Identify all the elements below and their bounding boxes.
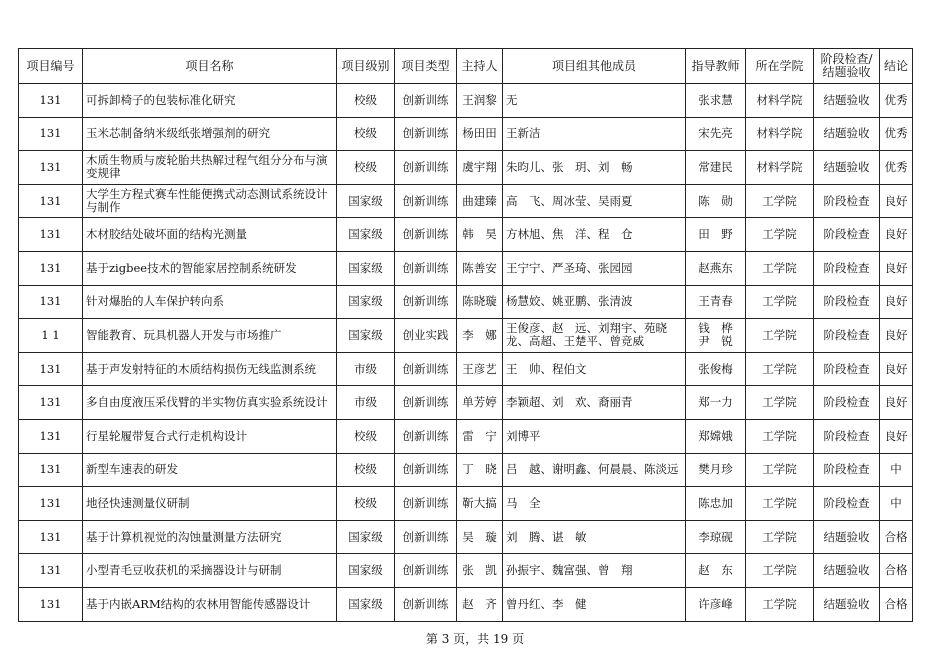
cell-college: 材料学院: [746, 151, 814, 185]
cell-project-name: 基于计算机视觉的沟蚀量测量方法研究: [83, 520, 337, 554]
cell-level: 校级: [337, 419, 395, 453]
col-project-name: 项目名称: [83, 49, 337, 84]
cell-host: 虞宇翔: [457, 151, 503, 185]
cell-college: 工学院: [746, 352, 814, 386]
cell-stage: 阶段检查: [814, 419, 880, 453]
cell-project-id: 131: [19, 218, 83, 252]
cell-project-name: 针对爆胎的人车保护转向系: [83, 285, 337, 319]
cell-host: 张 凯: [457, 554, 503, 588]
table-row: [19, 184, 913, 218]
cell-members: 朱昀儿、张 玥、刘 畅: [503, 151, 686, 185]
table-row: [19, 386, 913, 420]
cell-level: 校级: [337, 487, 395, 521]
cell-level: 市级: [337, 352, 395, 386]
col-type: 项目类型: [395, 49, 457, 84]
cell-result: 良好: [880, 251, 913, 285]
cell-type: 创新训练: [395, 285, 457, 319]
cell-result: 良好: [880, 285, 913, 319]
cell-project-name: 木质生物质与废轮胎共热解过程气组分分布与演变规律: [83, 151, 337, 185]
cell-result: 良好: [880, 419, 913, 453]
cell-result: 合格: [880, 520, 913, 554]
cell-stage: 结题验收: [814, 151, 880, 185]
col-level: 项目级别: [337, 49, 395, 84]
cell-stage: 结题验收: [814, 117, 880, 151]
cell-project-id: 131: [19, 554, 83, 588]
cell-project-id: 131: [19, 251, 83, 285]
cell-members: 高 飞、周冰莹、吴雨夏: [503, 184, 686, 218]
cell-type: 创新训练: [395, 419, 457, 453]
cell-college: 材料学院: [746, 117, 814, 151]
cell-type: 创新训练: [395, 84, 457, 118]
cell-members: 王新洁: [503, 117, 686, 151]
cell-type: 创新训练: [395, 520, 457, 554]
cell-project-name: 小型青毛豆收获机的采摘器设计与研制: [83, 554, 337, 588]
cell-type: 创新训练: [395, 151, 457, 185]
cell-level: 校级: [337, 151, 395, 185]
cell-college: 工学院: [746, 554, 814, 588]
cell-members: 无: [503, 84, 686, 118]
table-row: [19, 285, 913, 319]
cell-stage: 阶段检查: [814, 487, 880, 521]
cell-stage: 结题验收: [814, 84, 880, 118]
cell-host: 单芳婷: [457, 386, 503, 420]
cell-result: 良好: [880, 184, 913, 218]
cell-college: 工学院: [746, 285, 814, 319]
cell-stage: 阶段检查: [814, 184, 880, 218]
cell-host: 丁 晓: [457, 453, 503, 487]
cell-result: 优秀: [880, 84, 913, 118]
cell-college: 工学院: [746, 587, 814, 621]
cell-host: 王润黎: [457, 84, 503, 118]
cell-advisor: 钱 桦 尹 锐: [686, 319, 746, 353]
cell-stage: 结题验收: [814, 587, 880, 621]
cell-college: 工学院: [746, 520, 814, 554]
cell-host: 王彦艺: [457, 352, 503, 386]
cell-college: 工学院: [746, 386, 814, 420]
cell-project-id: 131: [19, 520, 83, 554]
table-row: [19, 487, 913, 521]
cell-host: 杨田田: [457, 117, 503, 151]
cell-advisor: 宋先亮: [686, 117, 746, 151]
table-row: [19, 587, 913, 621]
cell-type: 创新训练: [395, 117, 457, 151]
cell-host: 赵 齐: [457, 587, 503, 621]
cell-college: 工学院: [746, 251, 814, 285]
cell-advisor: 樊月珍: [686, 453, 746, 487]
cell-stage: 结题验收: [814, 520, 880, 554]
cell-stage: 阶段检查: [814, 453, 880, 487]
cell-stage: 阶段检查: [814, 386, 880, 420]
table-row: [19, 453, 913, 487]
cell-advisor: 陈忠加: [686, 487, 746, 521]
cell-project-id: 131: [19, 151, 83, 185]
cell-project-id: 131: [19, 587, 83, 621]
cell-result: 优秀: [880, 117, 913, 151]
cell-project-name: 木材胶结处破坏面的结构光测量: [83, 218, 337, 252]
page-footer: 第 3 页，共 19 页: [425, 632, 525, 646]
cell-stage: 阶段检查: [814, 352, 880, 386]
cell-host: 靳大搞: [457, 487, 503, 521]
cell-project-id: 131: [19, 84, 83, 118]
cell-level: 国家级: [337, 285, 395, 319]
cell-project-name: 玉米芯制备纳米级纸张增强剂的研究: [83, 117, 337, 151]
col-result: 结论: [880, 49, 913, 84]
cell-stage: 阶段检查: [814, 285, 880, 319]
cell-members: 马 全: [503, 487, 686, 521]
cell-type: 创新训练: [395, 453, 457, 487]
cell-type: 创新训练: [395, 352, 457, 386]
cell-stage: 阶段检查: [814, 319, 880, 353]
cell-result: 合格: [880, 587, 913, 621]
cell-result: 中: [880, 453, 913, 487]
cell-result: 优秀: [880, 151, 913, 185]
cell-project-id: 131: [19, 352, 83, 386]
cell-advisor: 张俊梅: [686, 352, 746, 386]
cell-level: 国家级: [337, 587, 395, 621]
cell-members: 吕 越、谢明鑫、何晨晨、陈淡远: [503, 453, 686, 487]
table-row: [19, 117, 913, 151]
cell-level: 市级: [337, 386, 395, 420]
cell-advisor: 赵燕东: [686, 251, 746, 285]
cell-advisor: 许彦峰: [686, 587, 746, 621]
cell-members: 刘博平: [503, 419, 686, 453]
cell-college: 工学院: [746, 218, 814, 252]
cell-project-name: 可拆卸椅子的包装标准化研究: [83, 84, 337, 118]
cell-result: 良好: [880, 386, 913, 420]
cell-level: 国家级: [337, 520, 395, 554]
cell-project-name: 大学生方程式赛车性能便携式动态测试系统设计与制作: [83, 184, 337, 218]
col-stage: 阶段检查/结题验收: [814, 49, 880, 84]
cell-project-name: 智能教育、玩具机器人开发与市场推广: [83, 319, 337, 353]
col-host: 主持人: [457, 49, 503, 84]
cell-advisor: 陈 勋: [686, 184, 746, 218]
table-row: [19, 251, 913, 285]
cell-host: 吴 璇: [457, 520, 503, 554]
cell-project-name: 行星轮履带复合式行走机构设计: [83, 419, 337, 453]
cell-advisor: 李琼砚: [686, 520, 746, 554]
table-row: [19, 352, 913, 386]
cell-project-id: 131: [19, 386, 83, 420]
cell-project-id: 1 1: [19, 319, 83, 353]
cell-members: 曾丹红、李 健: [503, 587, 686, 621]
cell-project-name: 地径快速测量仪研制: [83, 487, 337, 521]
cell-college: 工学院: [746, 319, 814, 353]
cell-type: 创新训练: [395, 587, 457, 621]
cell-project-id: 131: [19, 184, 83, 218]
cell-stage: 阶段检查: [814, 251, 880, 285]
cell-college: 工学院: [746, 184, 814, 218]
table-row: [19, 319, 913, 353]
cell-project-id: 131: [19, 453, 83, 487]
cell-project-name: 多自由度液压采伐臂的半实物仿真实验系统设计: [83, 386, 337, 420]
table-row: [19, 84, 913, 118]
cell-project-id: 131: [19, 285, 83, 319]
cell-advisor: 张求慧: [686, 84, 746, 118]
cell-members: 杨慧姣、姚亚鹏、张清波: [503, 285, 686, 319]
col-advisor: 指导教师: [686, 49, 746, 84]
cell-result: 中: [880, 487, 913, 521]
cell-project-name: 基于内嵌ARM结构的农林用智能传感器设计: [83, 587, 337, 621]
cell-type: 创新训练: [395, 554, 457, 588]
cell-advisor: 田 野: [686, 218, 746, 252]
cell-college: 材料学院: [746, 84, 814, 118]
cell-type: 创业实践: [395, 319, 457, 353]
col-project-id: 项目编号: [19, 49, 83, 84]
cell-members: 孙振宇、魏富强、曾 翔: [503, 554, 686, 588]
cell-project-name: 基于声发射特征的木质结构损伤无线监测系统: [83, 352, 337, 386]
cell-result: 良好: [880, 218, 913, 252]
cell-result: 良好: [880, 319, 913, 353]
cell-host: 韩 昊: [457, 218, 503, 252]
header-row: [19, 49, 913, 84]
cell-college: 工学院: [746, 419, 814, 453]
cell-advisor: 赵 东: [686, 554, 746, 588]
cell-host: 曲建臻: [457, 184, 503, 218]
cell-level: 校级: [337, 117, 395, 151]
cell-result: 合格: [880, 554, 913, 588]
cell-members: 李颖超、刘 欢、裔丽青: [503, 386, 686, 420]
cell-level: 国家级: [337, 184, 395, 218]
project-table: [18, 48, 913, 622]
cell-host: 陈晓璇: [457, 285, 503, 319]
cell-advisor: 王青春: [686, 285, 746, 319]
table-row: [19, 419, 913, 453]
cell-level: 国家级: [337, 218, 395, 252]
cell-stage: 阶段检查: [814, 218, 880, 252]
cell-host: 李 娜: [457, 319, 503, 353]
cell-level: 国家级: [337, 251, 395, 285]
table-row: [19, 151, 913, 185]
cell-host: 陈善安: [457, 251, 503, 285]
cell-college: 工学院: [746, 453, 814, 487]
cell-members: 王 帅、程伯文: [503, 352, 686, 386]
cell-type: 创新训练: [395, 218, 457, 252]
cell-type: 创新训练: [395, 487, 457, 521]
col-members: 项目组其他成员: [503, 49, 686, 84]
cell-project-name: 基于zigbee技术的智能家居控制系统研发: [83, 251, 337, 285]
table-row: [19, 554, 913, 588]
table-row: [19, 218, 913, 252]
col-college: 所在学院: [746, 49, 814, 84]
cell-level: 校级: [337, 84, 395, 118]
cell-host: 雷 宁: [457, 419, 503, 453]
cell-members: 王宁宁、严圣琦、张园园: [503, 251, 686, 285]
cell-advisor: 常建民: [686, 151, 746, 185]
cell-project-id: 131: [19, 487, 83, 521]
cell-level: 国家级: [337, 319, 395, 353]
cell-college: 工学院: [746, 487, 814, 521]
cell-advisor: 郑一力: [686, 386, 746, 420]
cell-project-id: 131: [19, 419, 83, 453]
cell-type: 创新训练: [395, 184, 457, 218]
cell-project-id: 131: [19, 117, 83, 151]
cell-members: 刘 腾、谌 敏: [503, 520, 686, 554]
cell-type: 创新训练: [395, 386, 457, 420]
cell-level: 国家级: [337, 554, 395, 588]
cell-result: 良好: [880, 352, 913, 386]
cell-advisor: 郑嫦娥: [686, 419, 746, 453]
table-row: [19, 520, 913, 554]
cell-type: 创新训练: [395, 251, 457, 285]
cell-members: 王俊彦、赵 远、刘翔宇、苑晓龙、高超、王楚平、曾竞威: [503, 319, 686, 353]
cell-project-name: 新型车速表的研发: [83, 453, 337, 487]
cell-level: 校级: [337, 453, 395, 487]
cell-stage: 结题验收: [814, 554, 880, 588]
cell-members: 方林旭、焦 洋、程 仓: [503, 218, 686, 252]
